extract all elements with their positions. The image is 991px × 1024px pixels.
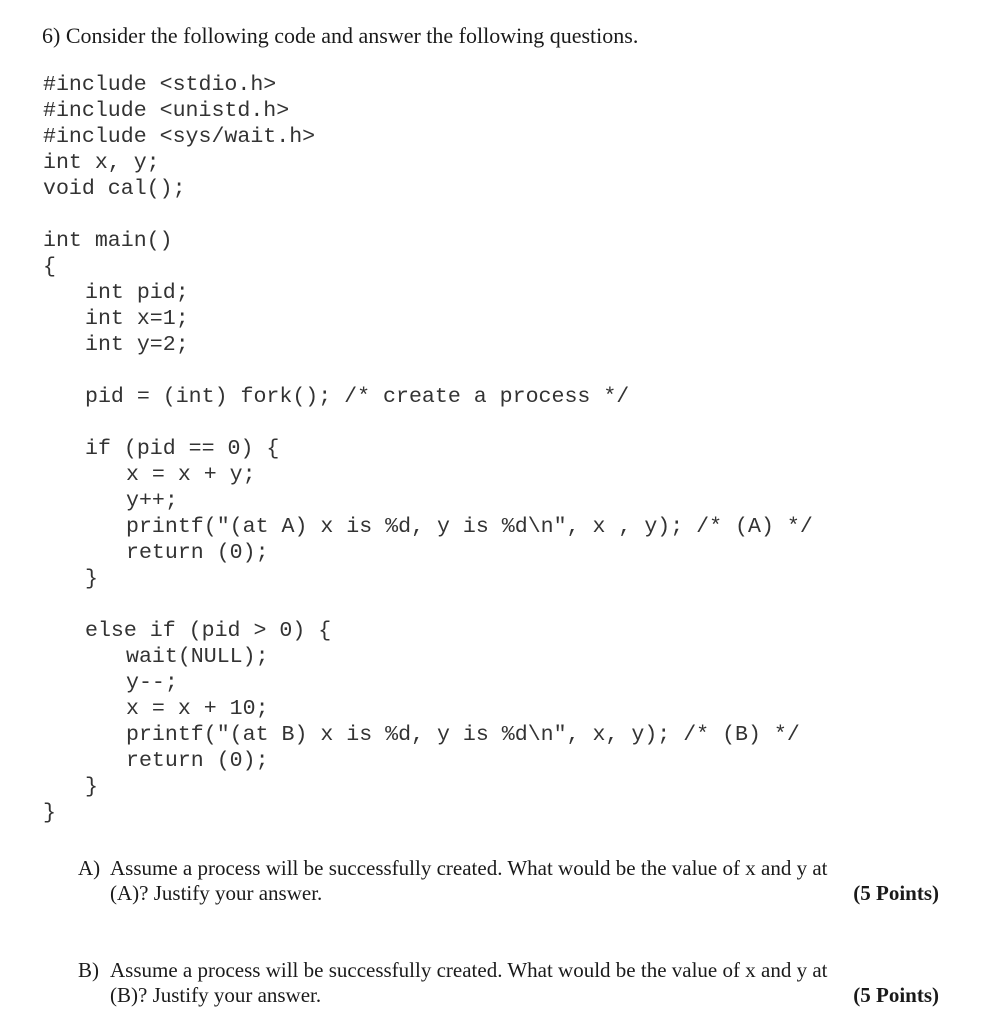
- question-text: Assume a process will be successfully created. What would be the value of x and y at: [110, 856, 828, 880]
- code-line: }: [85, 567, 98, 591]
- question-heading: 6) Consider the following code and answer the following questions.: [42, 23, 639, 48]
- question-text: Assume a process will be successfully created. What would be the value of x and y at: [110, 958, 828, 982]
- code-line: y--;: [126, 671, 178, 695]
- question-text-continued: (A)? Justify your answer.: [110, 881, 323, 905]
- question-text-continued: (B)? Justify your answer.: [110, 983, 322, 1007]
- code-line: x = x + 10;: [126, 697, 269, 721]
- code-line: void cal();: [43, 177, 186, 201]
- code-line: int x=1;: [85, 307, 189, 331]
- code-line: }: [43, 801, 56, 825]
- code-line: wait(NULL);: [126, 645, 269, 669]
- code-line: x = x + y;: [126, 463, 256, 487]
- question-b: [78, 958, 939, 1008]
- code-line: #include <sys/wait.h>: [43, 125, 316, 149]
- code-line: return (0);: [126, 541, 269, 565]
- code-line: #include <stdio.h>: [43, 73, 277, 97]
- code-line: if (pid == 0) {: [85, 437, 280, 461]
- code-line: printf("(at A) x is %d, y is %d\n", x , y); /* (A) */: [126, 515, 813, 539]
- code-line: }: [85, 775, 98, 799]
- question-a: [78, 856, 939, 906]
- code-line: int y=2;: [85, 333, 189, 357]
- code-line: pid = (int) fork(); /* create a process */: [85, 385, 630, 409]
- question-letter: B): [78, 958, 99, 982]
- code-line: else if (pid > 0) {: [85, 619, 332, 643]
- question-letter: A): [78, 856, 101, 880]
- code-line: printf("(at B) x is %d, y is %d\n", x, y); /* (B) */: [126, 723, 800, 747]
- code-line: {: [43, 255, 56, 279]
- code-line: #include <unistd.h>: [43, 99, 290, 123]
- code-line: y++;: [126, 489, 178, 513]
- code-line: int pid;: [85, 281, 189, 305]
- code-line: int x, y;: [43, 151, 160, 175]
- code-line: return (0);: [126, 749, 269, 773]
- points-label: (5 Points): [853, 881, 939, 905]
- code-line: int main(): [43, 229, 173, 253]
- points-label: (5 Points): [853, 983, 939, 1007]
